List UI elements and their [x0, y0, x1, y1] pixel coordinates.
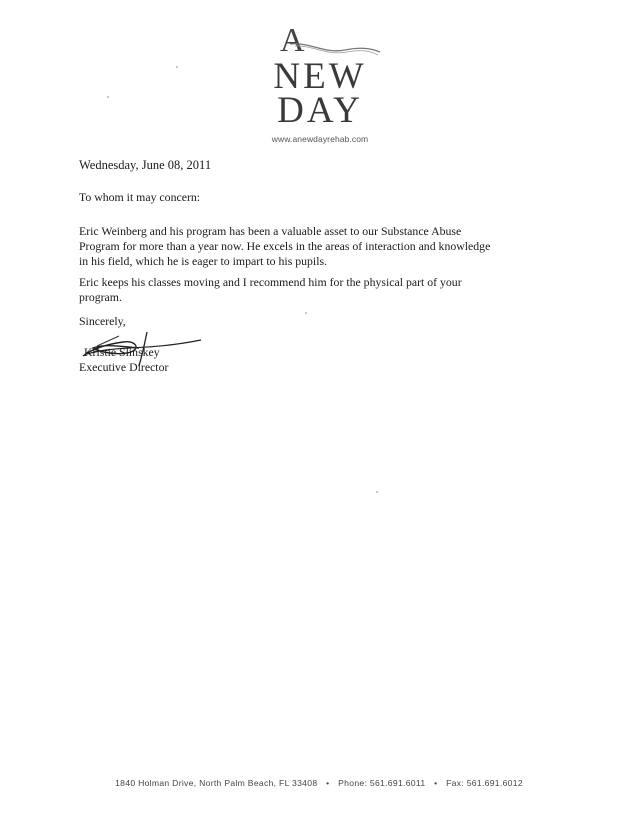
company-logo: [250, 14, 390, 144]
logo-word-day: DAY: [277, 90, 363, 131]
company-website: www.anewdayrehab.com: [271, 134, 369, 144]
letterhead-footer: [0, 778, 638, 788]
scan-speck: [176, 66, 178, 68]
footer-address: 1840 Holman Drive, North Palm Beach, FL 33408: [115, 778, 318, 788]
paragraph-line: Eric Weinberg and his program has been a valuable asset to our Substance Abuse: [79, 224, 462, 238]
scan-speck: [107, 96, 109, 98]
paragraph-line: Program for more than a year now. He excels in the areas of interaction and knowledge: [79, 239, 491, 253]
paragraph-line: in his field, which he is eager to impart to his pupils.: [79, 254, 328, 268]
logo-letter-a: A: [280, 22, 305, 59]
footer-phone: Phone: 561.691.6011: [338, 778, 426, 788]
closing: Sincerely,: [79, 314, 126, 328]
signer-name: Kristie Slinskey: [84, 345, 160, 359]
footer-fax: Fax: 561.691.6012: [446, 778, 523, 788]
paragraph-line: program.: [79, 290, 122, 304]
scan-speck: [376, 491, 378, 493]
footer-separator: •: [434, 778, 438, 788]
scan-speck: [305, 312, 307, 314]
footer-separator: •: [326, 778, 330, 788]
paragraph-1: [79, 224, 549, 269]
letter-date: Wednesday, June 08, 2011: [79, 158, 212, 172]
logo-word-new: NEW: [273, 56, 367, 97]
salutation: To whom it may concern:: [79, 190, 201, 204]
paragraph-2: [79, 275, 549, 305]
paragraph-line: Eric keeps his classes moving and I recommend him for the physical part of your: [79, 275, 462, 289]
logo-artwork: [250, 14, 390, 140]
signer-title: Executive Director: [79, 360, 169, 374]
